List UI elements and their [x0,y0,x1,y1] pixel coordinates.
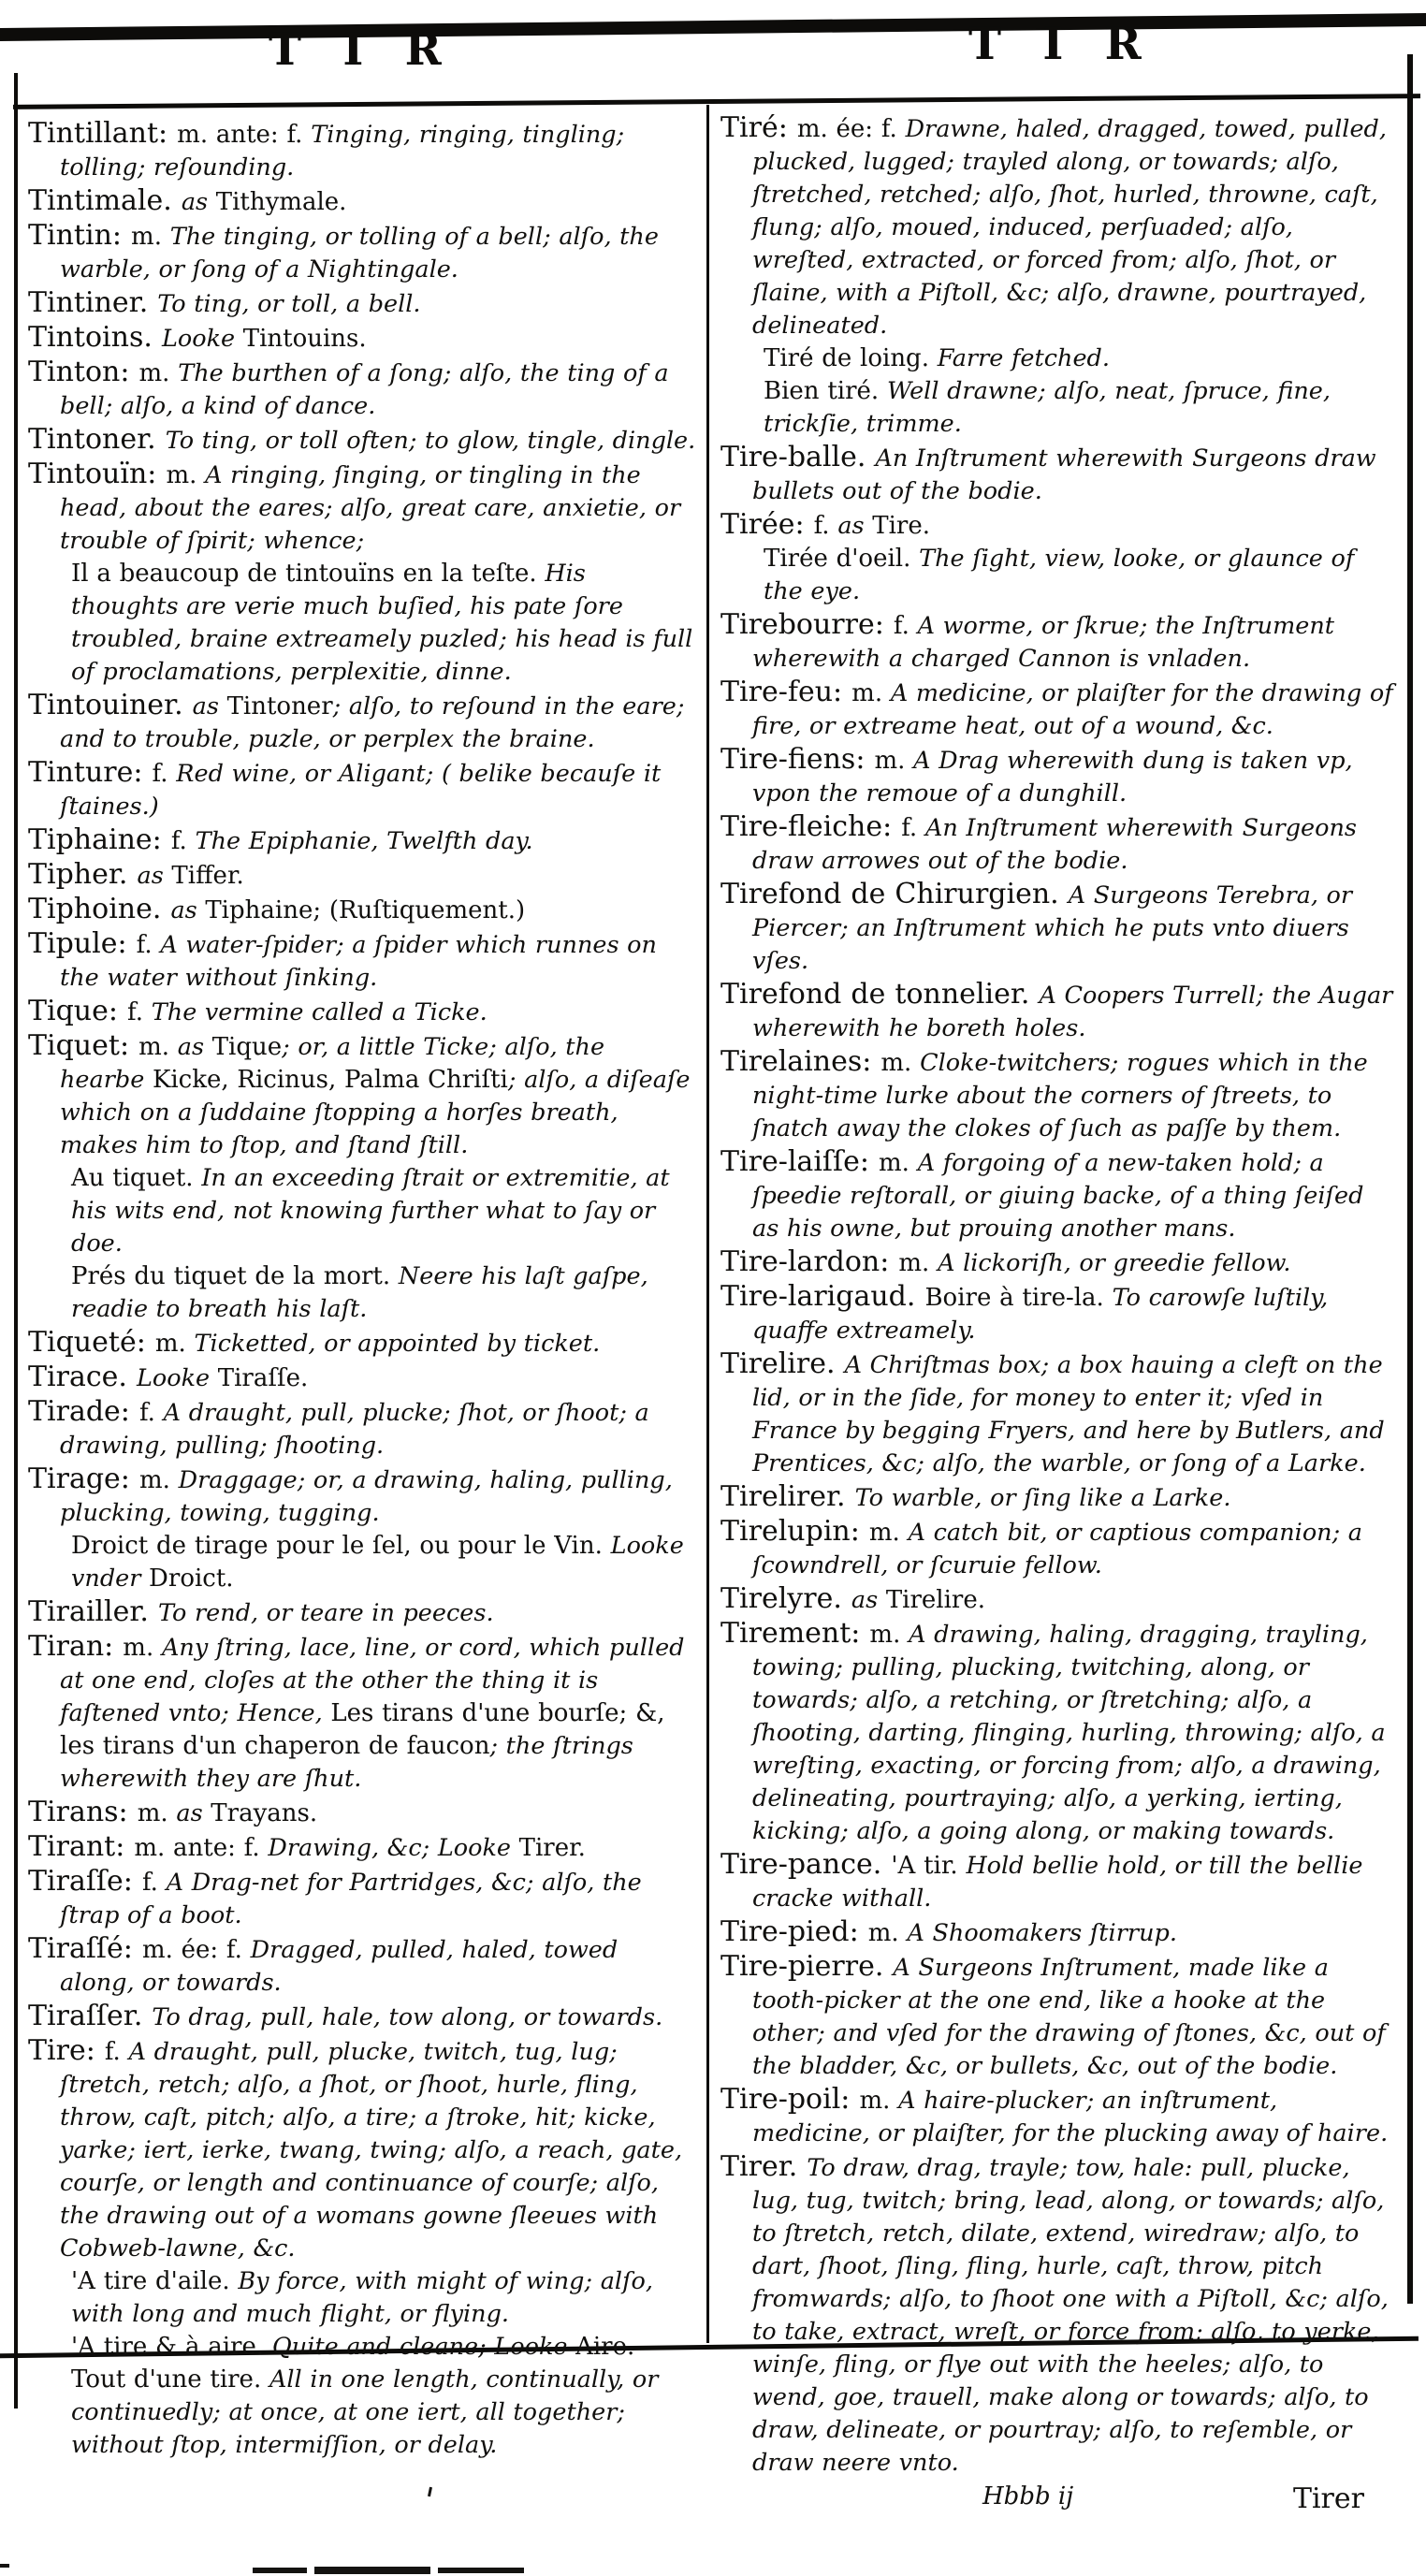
entry-gloss: Draggage; or, a drawing, haling, pulling, plucking, towing, tugging. [60,1466,673,1527]
entry-headword: Tintimale. [28,184,182,217]
entry-gloss: A Surgeons Terebra, or Piercer; an Inſtrument which he puts vnto diuers vſes. [752,881,1353,975]
entry-gloss: All in one length, continually, or continuedly; at once, at one iert, all together; without ſtop, intermiſſion, or delay. [71,2365,659,2459]
dictionary-entry [71,1261,696,1327]
entry-gloss: An Inſtrument wherewith Surgeons draw arrowes out of the bodie. [752,814,1357,875]
entry-gloss: Looke [161,325,243,353]
entry-roman-text: m. [138,359,179,387]
entry-gloss: Cloke-twitchers; rogues which in the night-time lurke about the corners of ſtreets, to ſnatch away the clokes of ſuch as paſſe by them. [752,1049,1368,1142]
entry-gloss: By force, with might of wing; alſo, with long and much flight, or flying. [71,2267,653,2328]
dictionary-column-right [720,112,1396,2520]
entry-gloss: A Drag-net for Partridges, &c; alſo, the ſtrap of a boot. [60,1869,642,1929]
entry-headword: Tiqueté: [28,1326,155,1359]
dictionary-entry [28,1396,696,1463]
entry-gloss: as [137,862,172,890]
entry-roman-text: Tiraſſe. [217,1364,309,1392]
entry-gloss: Drawing, &c; Looke [268,1834,519,1862]
entry-headword: Tiran: [28,1630,124,1663]
dictionary-entry [28,824,696,859]
entry-gloss: To rend, or teare in peeces. [158,1599,494,1627]
entry-headword: Tire-lardon: [720,1245,899,1278]
entry-gloss: A Coopers Turrell; the Augar wherewith he boreth holes. [752,982,1393,1042]
entry-gloss: Neere his laſt gaſpe, readie to breath his laſt. [71,1262,648,1323]
entry-gloss: Red wine, or Aligant; ( belike becauſe it ſtaines.) [60,760,662,821]
entry-roman-text: m. ée: f. [796,115,906,143]
entry-headword: Tirant: [28,1830,135,1863]
entry-headword: Tinture: [28,756,153,789]
entry-headword: Tirement: [720,1617,870,1650]
dictionary-entry [28,1463,696,1531]
dictionary-entry [720,1516,1396,1583]
dictionary-entry [28,2035,696,2266]
entry-roman-text: m. [851,679,891,707]
entry-headword: Tiphoine. [28,893,171,925]
entry-headword: Tirer. [720,2150,808,2183]
entry-roman-text: Tout d'une tire. [71,2365,269,2394]
entry-headword: Tirage: [28,1463,139,1495]
entry-headword: Tirefond de tonnelier. [720,978,1040,1011]
entry-headword: Tinton: [28,356,139,388]
entry-roman-text: m. ante: f. [177,121,312,149]
entry-roman-text: Tirelire. [885,1586,986,1614]
colophon-line [720,2482,1396,2520]
entry-roman-text: m. [123,1634,162,1662]
entry-roman-text: f. [136,931,161,959]
entry-roman-text: m. [874,747,914,775]
entry-roman-text: f. [813,512,838,540]
entry-gloss: as [181,188,216,216]
entry-headword: Tire-feu: [720,676,852,708]
dictionary-entry [764,343,1396,376]
entry-headword: Tire-fiens: [720,743,875,776]
entry-roman-text: Tiphaine; (Ruſtiquement.) [205,896,526,924]
entry-gloss: Drawne, haled, dragged, towed, pulled, plucked, lugged; trayled along, or towards; alſo, ſtretched, retched; alſo, ſhot, hurled, throwne, caſt, flung; alſo, moued, induced, perſuaded; alſo, wreſted, extracted, or forced from; alſo, ſhot, or ſlaine, with a Piſtoll, &c; alſo, drawne, pourtrayed, delineated. [752,115,1387,340]
dictionary-entry [720,744,1396,811]
entry-roman-text: 'A tire d'aile. [71,2267,239,2295]
dictionary-entry [720,1618,1396,1849]
dictionary-entry [720,1281,1396,1348]
dictionary-entry [720,677,1396,744]
entry-roman-text: Tirée d'oeil. [764,545,920,573]
dictionary-entry [28,1631,696,1797]
entry-roman-text: Kicke, Ricinus, Palma Chriſti [152,1066,508,1094]
running-head-left: T I R [269,24,455,76]
entry-headword: Tintillant: [28,117,178,150]
entry-headword: Tintiner. [28,286,158,319]
entry-gloss: A forgoing of a new-taken hold; a ſpeedie reſtorall, or giuing backe, of a thing ſeiſed as his owne, but prouing another mans. [752,1149,1364,1243]
dictionary-entry [28,357,696,424]
dictionary-entry [28,1361,696,1396]
entry-headword: Tiphaine: [28,823,171,856]
entry-gloss: Hold bellie hold, or till the bellie cracke withall. [752,1852,1363,1913]
entry-headword: Tiquet: [28,1029,139,1062]
dictionary-entry [28,1866,696,1933]
quire-signature: Hbbb ij [982,2482,1074,2511]
dictionary-entry [720,442,1396,509]
entry-roman-text: m. ée: f. [141,1936,251,1964]
dictionary-entry [720,1849,1396,1916]
entry-headword: Tire-pance. [720,1848,892,1881]
entry-roman-text: Les tirans d'une bourſe; &, les tirans d'un chaperon de faucon [60,1699,665,1760]
entry-gloss: The Epiphanie, Twelfth day. [195,827,533,855]
dictionary-entry [720,509,1396,544]
entry-gloss: as [170,896,206,924]
entry-headword: Tintoner. [28,423,166,456]
entry-gloss: ; the ſtrings wherewith they are ſhut. [60,1732,633,1793]
entry-gloss: A medicine, or plaiſter for the drawing of fire, or extreame heat, out of a wound, &c. [752,679,1393,740]
entry-gloss: Any ſtring, lace, line, or cord, which pulled at one end, cloſes at the other the thing it is faſtened vnto; Hence, [60,1634,685,1727]
dictionary-entry [720,879,1396,979]
entry-roman-text: Droict de tirage pour le ſel, ou pour le Vin. [71,1532,611,1560]
entry-gloss: A worme, or ſkrue; the Inſtrument wherewith a charged Cannon is vnladen. [752,612,1335,673]
dictionary-entry [28,1030,696,1163]
entry-gloss: To warble, or ſing like a Larke. [854,1484,1231,1512]
entry-gloss: ; or, a little Ticke; alſo, the hearbe [60,1033,605,1094]
dictionary-entry [720,112,1396,343]
entry-headword: Tintouïn: [28,458,167,490]
entry-roman-text: m. [138,1033,178,1061]
entry-gloss: Looke vnder [71,1532,684,1593]
entry-roman-text: Tire. [872,512,930,540]
entry-gloss: Looke [136,1364,218,1392]
entry-roman-text: Tique [211,1033,283,1061]
dictionary-column-left [28,118,696,2463]
dictionary-entry [28,928,696,996]
entry-gloss: A Shoomakers ſtirrup. [907,1919,1177,1947]
entry-gloss: In an exceeding ſtrait or extremitie, at his wits end, not knowing further what to ſay or doe. [71,1164,670,1258]
entry-headword: Tire-larigaud. [720,1280,925,1313]
entry-roman-text: f. [893,612,918,640]
dictionary-entry [28,220,696,287]
entry-roman-text: f. [901,814,925,842]
entry-headword: Tiraſſe: [28,1865,142,1898]
dictionary-entry [28,185,696,220]
entry-gloss: A haire-plucker; an inſtrument, medicine, or plaiſter, for the plucking away of haire. [752,2087,1389,2147]
entry-roman-text: m. [138,1466,179,1494]
dictionary-entry [720,811,1396,879]
entry-gloss: To ting, or toll often; to glow, tingle, dingle. [165,427,696,455]
left-border-rule [14,73,18,2409]
entry-roman-text: f. [141,1869,167,1897]
dictionary-entry [71,1531,696,1596]
dictionary-entry [28,894,696,928]
entry-roman-text: Bien tiré. [764,377,887,405]
dictionary-entry [28,2001,696,2035]
entry-roman-text: Trayans. [211,1799,318,1827]
entry-headword: Tintouiner. [28,689,193,721]
entry-headword: Tirans: [28,1796,138,1828]
entry-headword: Tipher. [28,858,138,891]
ink-speck [428,2487,432,2496]
entry-roman-text: f. [104,2038,129,2066]
entry-gloss: Farre fetched. [937,344,1110,372]
entry-roman-text: Tithymale. [215,188,347,216]
entry-gloss: An Inſtrument wherewith Surgeons draw bullets out of the bodie. [752,444,1376,505]
next-page-edge-mark [253,2568,307,2573]
entry-gloss: A ringing, ſinging, or tingling in the head, about the eares; alſo, great care, anxietie, or trouble of ſpirit; whence; [60,461,681,555]
entry-headword: Tiraſſé: [28,1932,142,1965]
dictionary-entry [720,2084,1396,2151]
dictionary-entry [28,118,696,185]
dictionary-entry [71,2365,696,2463]
entry-gloss: A catch bit, or captious companion; a ſcowndrell, or ſcuruie fellow. [752,1519,1362,1579]
entry-roman-text: Aire. [575,2333,635,2361]
entry-gloss: Dragged, pulled, haled, towed along, or towards. [60,1936,618,1997]
entry-roman-text: m. [154,1330,195,1358]
entry-headword: Tiraſſer. [28,2000,153,2032]
dictionary-entry [720,1246,1396,1281]
entry-gloss: The vermine called a Ticke. [151,998,487,1026]
entry-headword: Tire-laiſſe: [720,1145,880,1178]
entry-roman-text: m. [859,2087,899,2115]
entry-roman-text: m. [137,1799,177,1827]
entry-headword: Tirelire. [720,1347,845,1380]
entry-headword: Tire-balle. [720,441,876,473]
entry-headword: Tire-pied: [720,1915,868,1948]
entry-roman-text: Tiré de loing. [764,344,938,372]
entry-roman-text: m. [867,1919,908,1947]
dictionary-entry [71,2332,696,2365]
entry-roman-text: m. ante: f. [134,1834,269,1862]
entry-roman-text: m. [879,1149,918,1177]
entry-roman-text: m. [869,1621,909,1649]
dictionary-entry [28,690,696,757]
entry-headword: Tintin: [28,219,132,252]
running-head-right: T I R [968,19,1155,70]
entry-headword: Tirelyre. [720,1582,851,1615]
dictionary-entry [720,2151,1396,2481]
entry-gloss: To carowſe luſtily, quaffe extreamely. [752,1284,1329,1345]
dictionary-entry [28,757,696,824]
entry-gloss: as [837,512,873,540]
entry-roman-text: 'A tir. [891,1852,967,1880]
entry-gloss: A Drag wherewith dung is taken vp, vpon the remoue of a dunghill. [752,747,1353,808]
dictionary-entry [28,1327,696,1361]
dictionary-entry [28,996,696,1030]
entry-headword: Tirace. [28,1361,137,1393]
entry-headword: Tirefond de Chirurgien. [720,878,1069,910]
entry-roman-text: f. [127,998,152,1026]
entry-roman-text: m. [880,1049,921,1077]
entry-headword: Tire: [28,2034,105,2067]
entry-headword: Tirelupin: [720,1515,869,1548]
entry-gloss: A draught, pull, plucke; ſhot, or ſhoot; a drawing, pulling; ſhooting. [60,1399,649,1460]
page-corner-mark [0,2564,9,2568]
entry-roman-text: m. [166,461,206,489]
entry-roman-text: m. [131,223,170,251]
entry-headword: Tire-pierre. [720,1950,894,1983]
entry-roman-text: m. [898,1249,939,1277]
entry-headword: Tirelirer. [720,1480,855,1513]
dictionary-entry [28,458,696,559]
dictionary-entry [720,609,1396,677]
entry-gloss: as [177,1033,212,1061]
entry-roman-text: Au tiquet. [71,1164,202,1192]
dictionary-entry [28,1797,696,1831]
dictionary-entry [764,376,1396,442]
header-underline-rule [13,94,1420,109]
dictionary-entry [28,1831,696,1866]
entry-gloss: A lickoriſh, or greedie fellow. [938,1249,1291,1277]
column-divider-rule [706,105,709,2343]
entry-gloss: To draw, drag, trayle; tow, hale: pull, plucke, lug, tug, twitch; bring, lead, along, or towards; alſo, to ſtretch, retch, dilate, extend, wiredraw; alſo, to dart, ſhoot, ſling, fling, hurle, caſt, throw, pitch fromwards; alſo, to ſhoot one with a Piſtoll, &c; alſo, to take, extract, wreſt, or force from; alſo, to yerke, winſe, fling, or flye out with the heeles; alſo, to wend, goe, trauell, make along or towards; alſo, to draw, delineate, or pourtray; alſo, to reſemble, or draw neere vnto. [752,2154,1389,2477]
entry-gloss: Tinging, ringing, tingling; tolling; reſounding. [60,121,625,182]
dictionary-entry [28,322,696,357]
entry-gloss: His thoughts are verie much buſied, his pate ſore troubled, braine extreamely puzled; his head is full of proclamations, perplexitie, dinne. [71,560,693,686]
entry-gloss: A Chriſtmas box; a box hauing a cleft on the lid, or in the ſide, for money to enter it; vſed in France by begging Fryers, and here by Butlers, and Prentices, &c; alſo, the warble, or ſong of a Larke. [752,1351,1385,1477]
entry-headword: Tire-fleiche: [720,810,902,843]
entry-gloss: A Surgeons Inſtrument, made like a tooth-picker at the one end, like a hooke at the other; and vſed for the drawing of ſtones, &c, out of the bladder, &c, or bullets, &c, out of the bodie. [752,1954,1386,2080]
dictionary-entry [720,979,1396,1046]
entry-headword: Tirebourre: [720,608,894,641]
entry-gloss: The burthen of a ſong; alſo, the ting of a bell; alſo, a kind of dance. [60,359,669,420]
entry-gloss: The ſight, view, looke, or glaunce of the eye. [764,545,1355,605]
dictionary-entry [71,559,696,690]
entry-roman-text: Tintouins. [242,325,367,353]
dictionary-entry [720,1146,1396,1246]
entry-gloss: The tinging, or tolling of a bell; alſo, the warble, or ſong of a Nightingale. [60,223,659,284]
entry-gloss: To ting, or toll, a bell. [157,290,421,318]
right-border-rule [1407,54,1413,2304]
entry-gloss: ; alſo, a diſeaſe which on a ſuddaine ſtopping a horſes breath, makes him to ſtop, and ſtand ſtill. [60,1066,691,1159]
entry-gloss: A drawing, haling, dragging, trayling, towing; pulling, plucking, twitching, along, or towards; alſo, a retching, or ſtretching; alſo, a ſhooting, darting, flinging, hurling, throwing; alſo, a wreſting, exacting, or forcing from; alſo, a drawing, delineating, pourtraying; alſo, a yerking, ierting, kicking; alſo, a going along, or making towards. [752,1621,1386,1845]
dictionary-entry [720,1046,1396,1146]
entry-headword: Tique: [28,995,128,1027]
entry-gloss: ; alſo, to reſound in the eare; and to trouble, puzle, or perplex the braine. [60,692,685,753]
catchword: Tirer [1292,2482,1364,2515]
entry-roman-text: Boire à tire-la. [924,1284,1113,1312]
entry-gloss: To drag, pull, hale, tow along, or towards. [152,2003,663,2031]
dictionary-entry [28,1596,696,1631]
entry-roman-text: Droict. [149,1565,234,1593]
dictionary-entry [764,544,1396,609]
entry-roman-text: m. [868,1519,909,1547]
entry-roman-text: Prés du tiquet de la mort. [71,1262,399,1290]
dictionary-entry [28,287,696,322]
entry-gloss: as [176,1799,211,1827]
entry-gloss: Ticketted, or appointed by ticket. [194,1330,601,1358]
entry-roman-text: f. [152,760,177,788]
dictionary-entry [71,1163,696,1261]
entry-gloss: as [192,692,227,720]
dictionary-entry [720,1951,1396,2084]
dictionary-entry [720,1916,1396,1951]
entry-roman-text: Tiffer. [171,862,244,890]
entry-roman-text: f. [170,827,196,855]
dictionary-entry [71,2266,696,2332]
entry-headword: Tintoins. [28,321,162,354]
entry-headword: Tire-poil: [720,2083,860,2116]
entry-roman-text: Tintoner [226,692,333,720]
top-border-rule [0,13,1426,41]
entry-gloss: as [851,1586,886,1614]
entry-gloss: Well drawne; alſo, neat, ſpruce, fine, trickſie, trimme. [764,377,1331,438]
dictionary-entry [720,1348,1396,1481]
entry-roman-text: Tirer. [518,1834,586,1862]
entry-headword: Tipule: [28,927,137,960]
entry-headword: Tirelaines: [720,1045,881,1078]
dictionary-entry [28,1933,696,2001]
entry-gloss: A water-ſpider; a ſpider which runnes on the water without ſinking. [60,931,657,992]
entry-headword: Tirade: [28,1395,139,1428]
entry-gloss: A draught, pull, plucke, twitch, tug, lug; ſtretch, retch; alſo, a ſhot, or ſhoot, hurle, fling, throw, caſt, pitch; alſo, a tire; a ſtroke, hit; kicke, yarke; iert, ierke, twang, twing; alſo, a reach, gate, courſe, or length and continuance of courſe; alſo, the drawing out of a womans gowne ſleeues with Cobweb-lawne, &c. [60,2038,683,2263]
entry-headword: Tirée: [720,508,814,541]
dictionary-entry [28,859,696,894]
entry-roman-text: 'A tire & à aire. [71,2333,272,2361]
entry-gloss: Quite and cleane; Looke [271,2333,576,2361]
entry-roman-text: f. [138,1399,164,1427]
dictionary-entry [720,1583,1396,1618]
entry-headword: Tirailler. [28,1595,158,1628]
entry-roman-text: Il a beaucoup de tintouïns en la teſte. [71,560,546,588]
entry-headword: Tiré: [720,111,797,144]
dictionary-entry [720,1481,1396,1516]
dictionary-entry [28,424,696,458]
next-page-edge-mark [438,2568,524,2573]
next-page-edge-mark [314,2567,430,2574]
